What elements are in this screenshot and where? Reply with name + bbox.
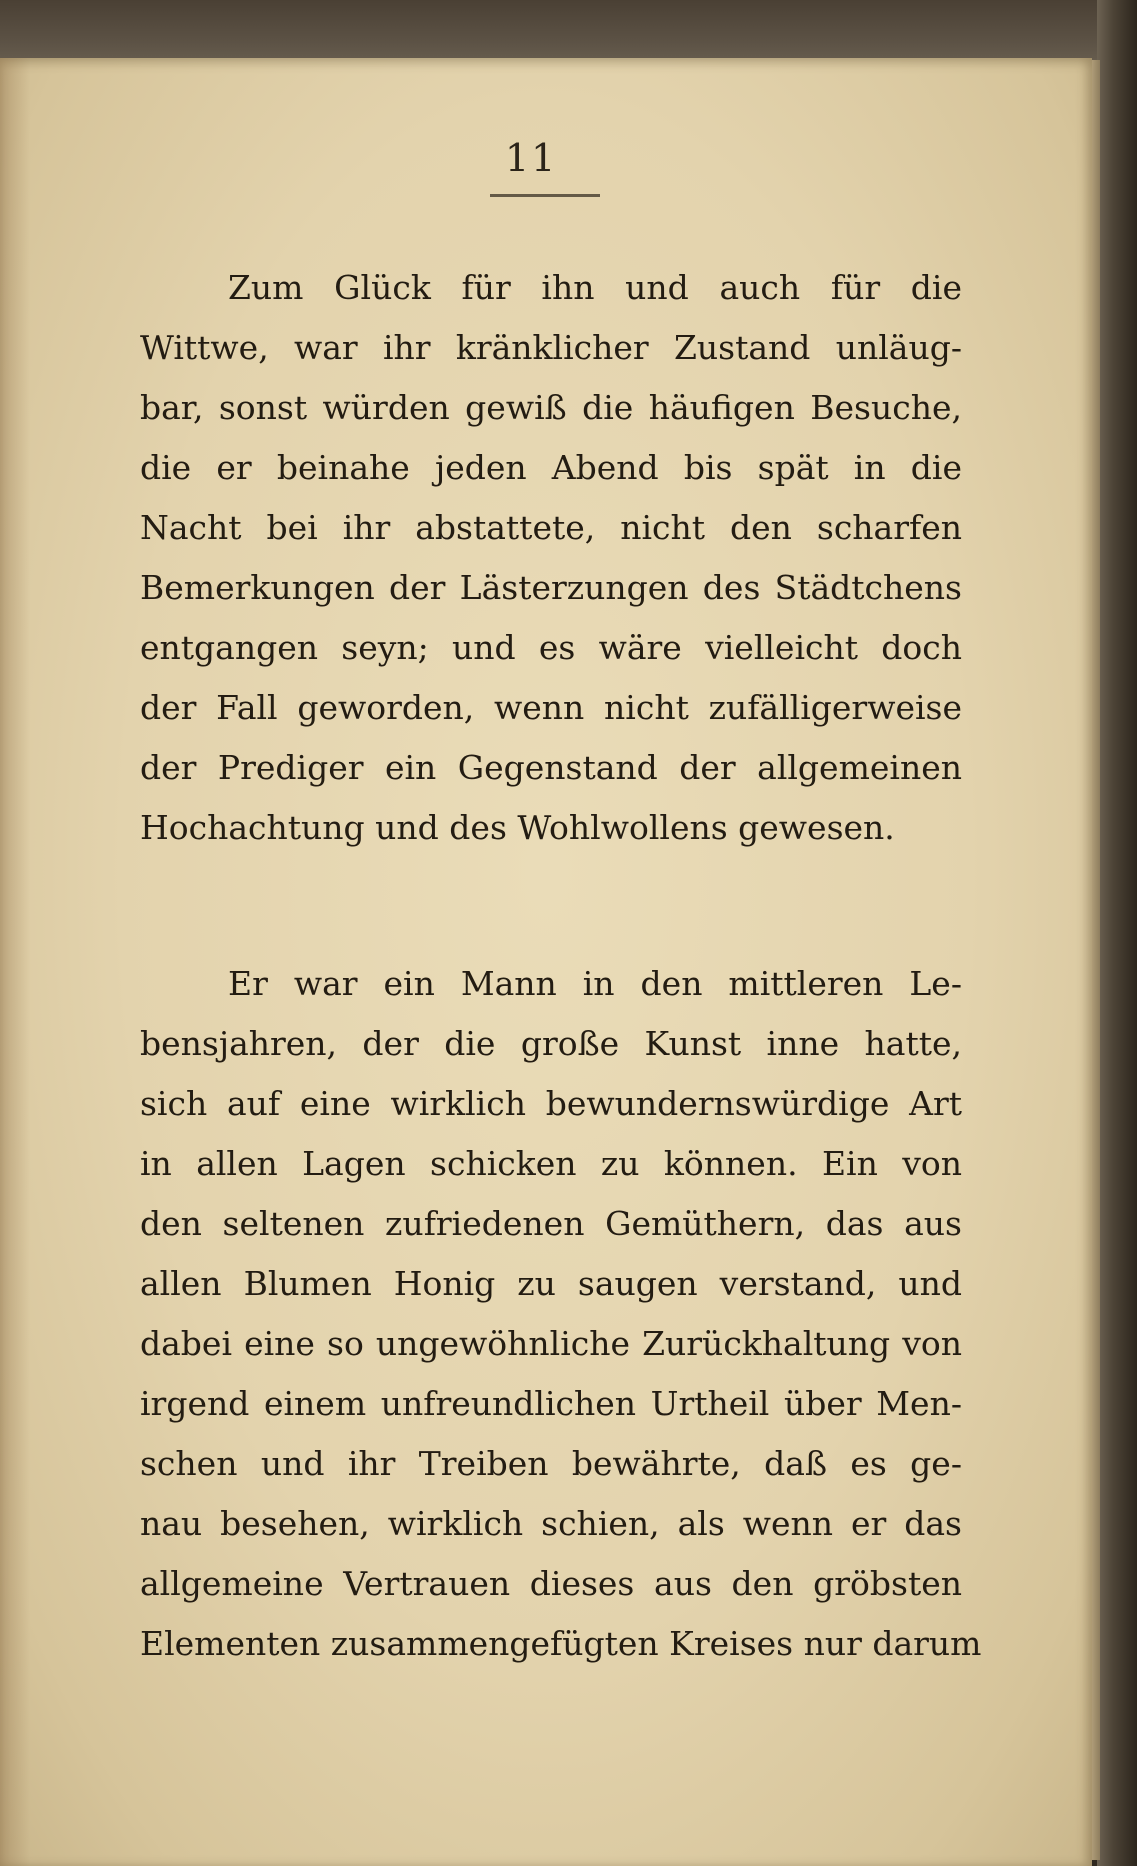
paragraph [140, 954, 982, 1674]
text-line: Elementen zusammengefügten Kreises nur darum [140, 1624, 982, 1663]
text-line: Wittwe, war ihr kränklicher Zustand unläug- [140, 328, 962, 367]
text-line: irgend einem unfreundlichen Urtheil über Men- [140, 1384, 962, 1423]
text-line: nau besehen, wirklich schien, als wenn er das [140, 1504, 962, 1543]
text-line: Hochachtung und des Wohlwollens gewesen. [140, 808, 895, 847]
text-line: den seltenen zufriedenen Gemüthern, das aus [140, 1204, 962, 1243]
text-line: in allen Lagen schicken zu können. Ein von [140, 1144, 962, 1183]
text-line: dabei eine so ungewöhnliche Zurückhaltung von [140, 1324, 962, 1363]
text-line: schen und ihr Treiben bewährte, daß es ge- [140, 1444, 962, 1483]
text-line: entgangen seyn; und es wäre vielleicht doch [140, 628, 962, 667]
page-number: 11 [505, 136, 558, 180]
text-line: allen Blumen Honig zu saugen verstand, und [140, 1264, 962, 1303]
paragraph [140, 258, 962, 858]
text-line: allgemeine Vertrauen dieses aus den gröbsten [140, 1564, 962, 1603]
paper-page [0, 58, 1092, 1866]
text-line: Nacht bei ihr abstattete, nicht den scharfen [140, 508, 962, 547]
paragraph-gap [140, 858, 962, 954]
text-line: der Prediger ein Gegenstand der allgemeinen [140, 748, 962, 787]
text-line: bar, sonst würden gewiß die häufigen Besuche, [140, 388, 962, 427]
text-line: Zum Glück für ihn und auch für die [228, 268, 962, 307]
text-line: sich auf eine wirklich bewundernswürdige Art [140, 1084, 962, 1123]
page-gutter-shadow [0, 58, 30, 1866]
body-text [140, 258, 982, 1674]
text-line: Er war ein Mann in den mittleren Le- [228, 964, 962, 1003]
book-binding-edge [1097, 0, 1137, 1866]
header-rule [490, 194, 600, 197]
text-line: der Fall geworden, wenn nicht zufälligerweise [140, 688, 962, 727]
text-line: Bemerkungen der Lästerzungen des Städtchens [140, 568, 962, 607]
text-line: die er beinahe jeden Abend bis spät in die [140, 448, 962, 487]
text-line: bensjahren, der die große Kunst inne hatte, [140, 1024, 962, 1063]
